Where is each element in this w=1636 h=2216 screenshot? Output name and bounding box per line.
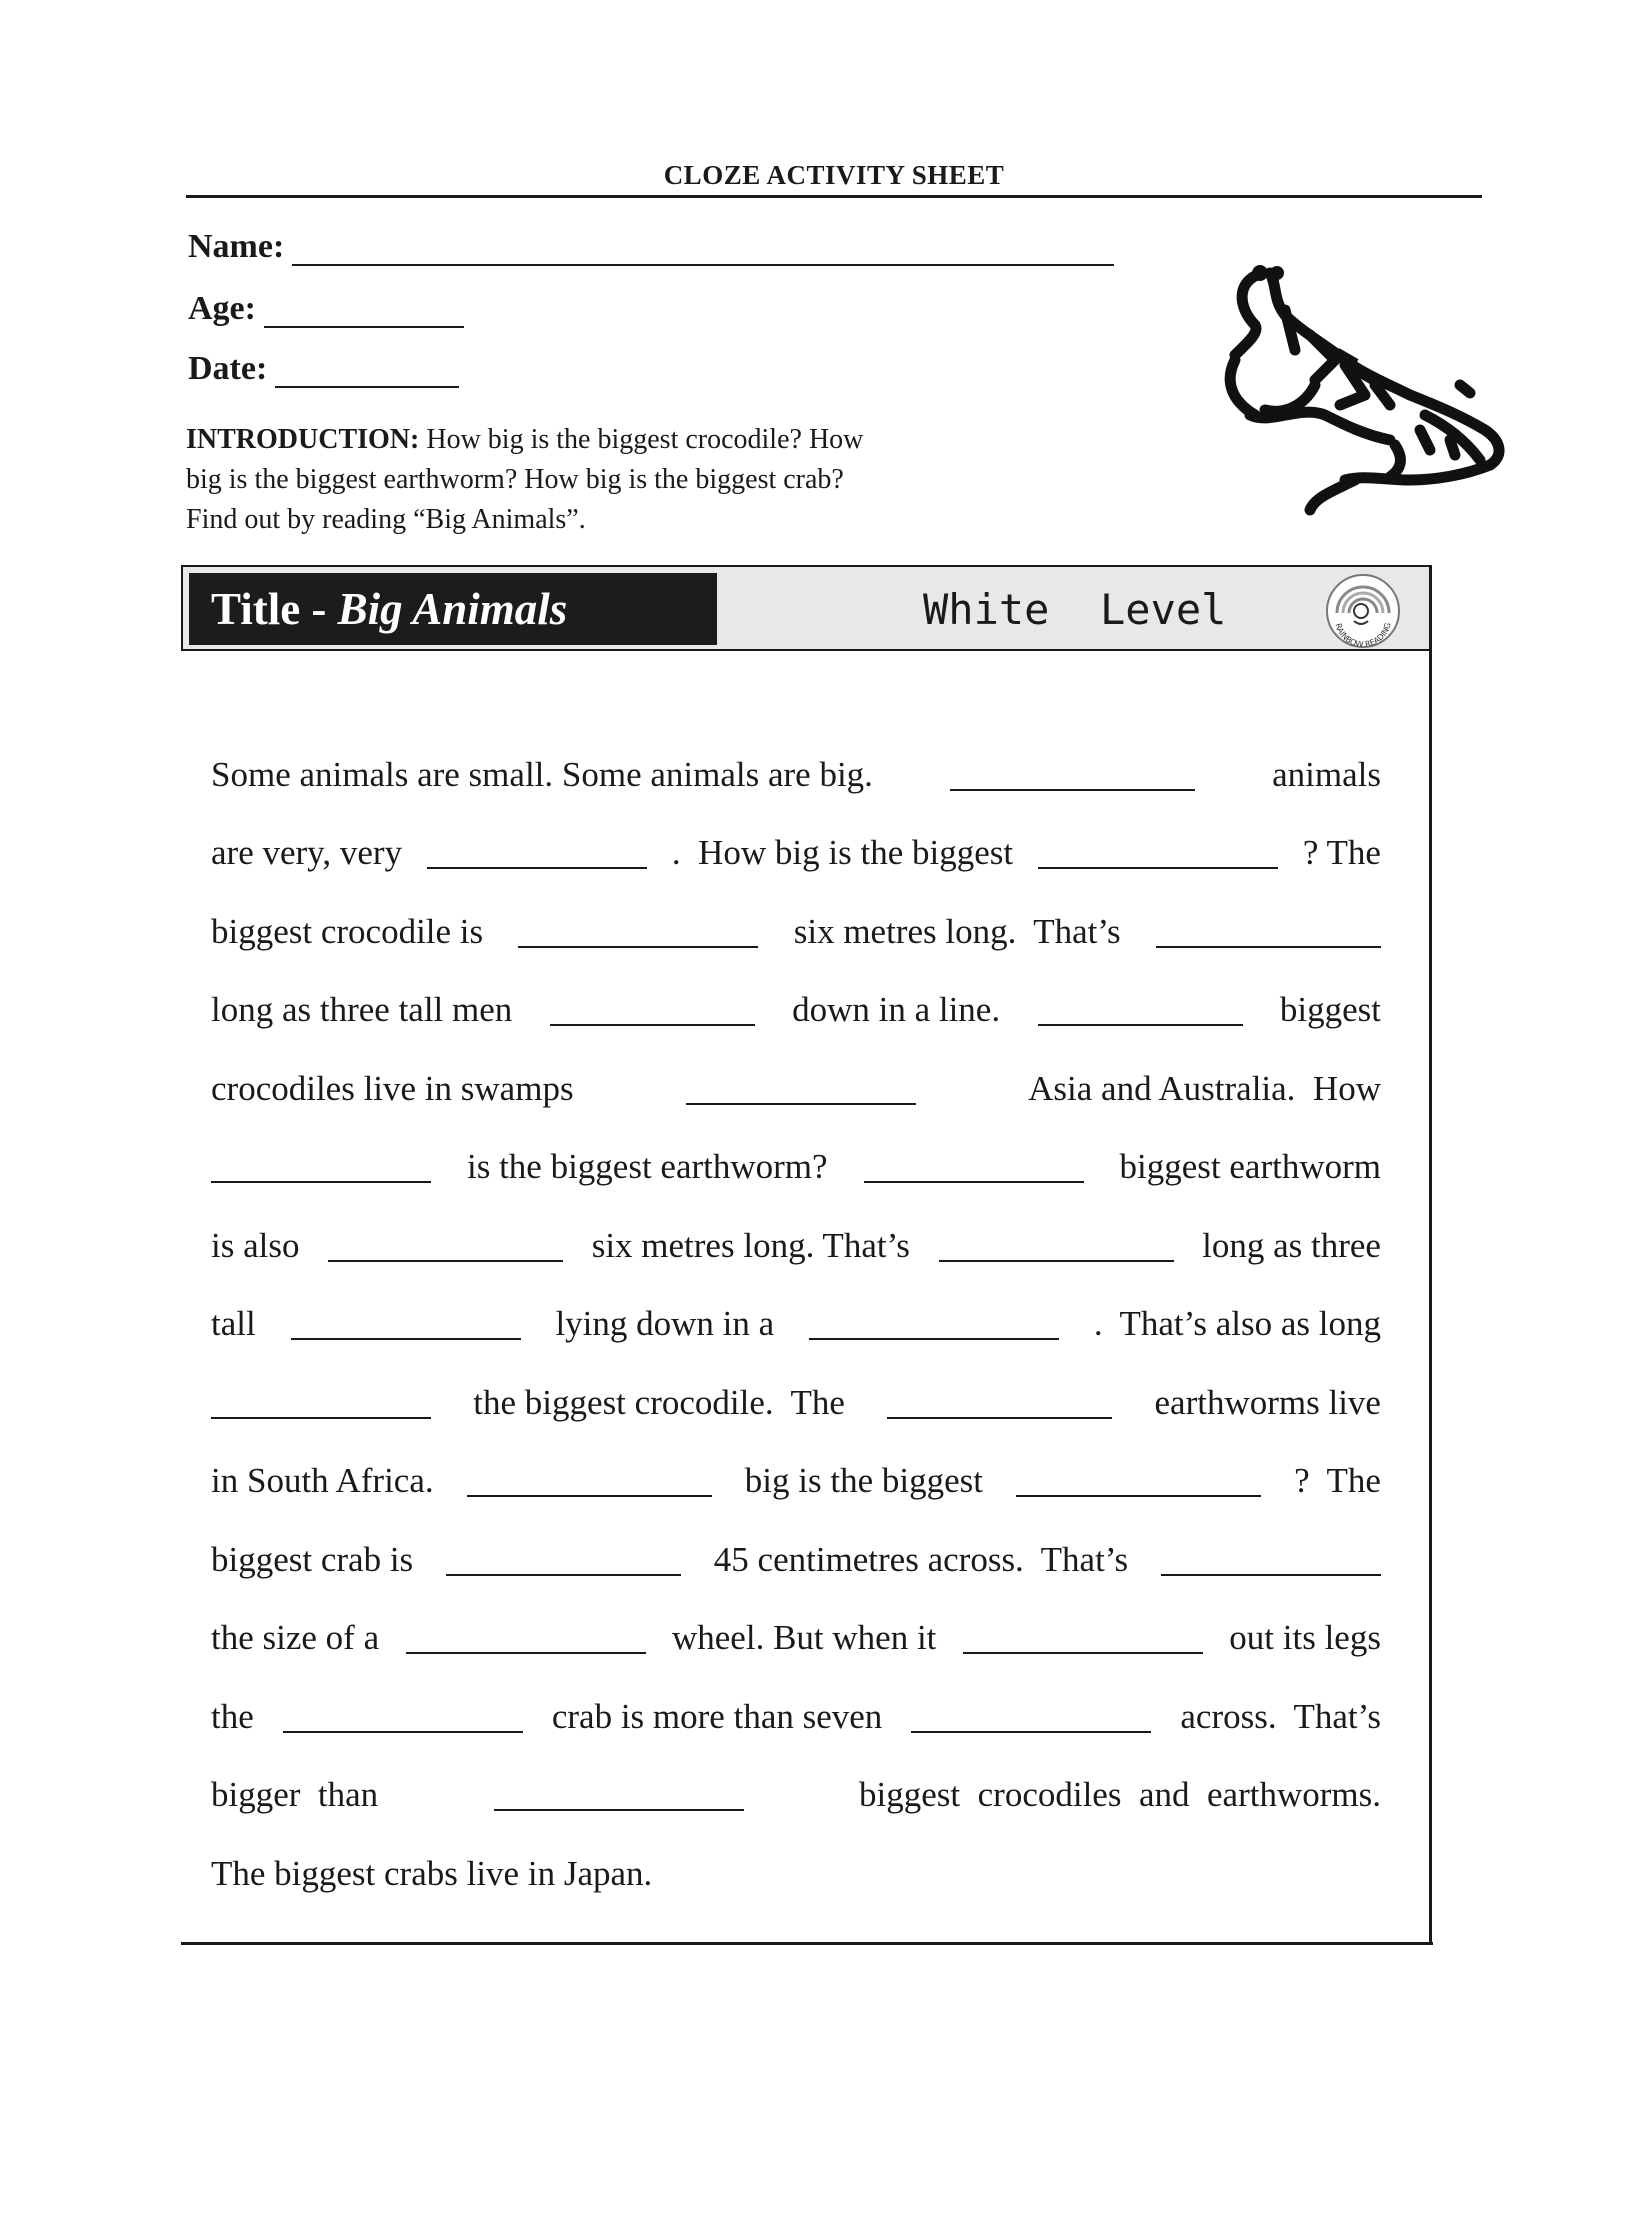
passage-text: is also [211,1225,300,1265]
passage-text: the [211,1696,254,1736]
age-line[interactable] [264,296,464,328]
age-label: Age: [188,290,256,327]
name-field [188,228,1114,266]
passage-line [211,795,1381,874]
cloze-blank[interactable] [211,1151,431,1183]
passage-text: lying down in a [555,1304,775,1343]
passage-text: . That’s also as long [1093,1304,1381,1343]
cloze-blank[interactable] [864,1151,1084,1183]
cloze-blank[interactable] [406,1622,646,1654]
passage-text: the size of a [211,1618,380,1657]
passage-text: is the biggest earthworm? [466,1147,828,1186]
cloze-blank[interactable] [1161,1544,1381,1576]
sheet-heading: CLOZE ACTIVITY SHEET [663,160,1005,190]
passage-text: down in a line. [792,990,1001,1029]
passage-line [211,873,1381,952]
cloze-blank[interactable] [887,1387,1112,1419]
rainbow-reading-logo-icon [1323,571,1403,651]
passage-text: biggest crab is [211,1539,414,1579]
passage-line [211,716,1381,795]
passage-text: ? The [1294,1461,1381,1500]
passage-text: six metres long. That’s [793,911,1121,951]
cloze-blank[interactable] [686,1073,916,1105]
cloze-blank[interactable] [550,994,755,1026]
passage-line [211,1266,1381,1345]
passage-text: six metres long. That’s [591,1225,910,1265]
passage-line [211,1501,1381,1580]
passage-text: long as three tall men [211,990,513,1029]
passage-text: out its legs [1229,1618,1381,1657]
cloze-blank[interactable] [1038,837,1278,869]
introduction [186,420,1006,540]
cloze-blank[interactable] [809,1308,1059,1340]
name-line[interactable] [292,234,1114,266]
passage-line [211,1109,1381,1188]
date-field [188,350,459,388]
cloze-blank[interactable] [446,1544,681,1576]
passage-text: the biggest crocodile. The [473,1382,845,1422]
passage-text: biggest earthworm [1119,1147,1381,1186]
passage-text: bigger than [211,1775,379,1814]
cloze-blank[interactable] [911,1701,1151,1733]
intro-line-2: big is the biggest earthworm? How big is the biggest crab? [186,464,844,495]
passage-text: big is the biggest [744,1461,983,1500]
title-bar [181,565,1431,651]
name-label: Name: [188,228,285,265]
passage-text: wheel. But when it [672,1618,937,1657]
passage-line [211,1423,1381,1502]
cloze-blank[interactable] [427,837,647,869]
age-field [188,290,464,328]
title-block [189,573,717,645]
passage-text: tall [211,1304,256,1343]
title-text: Big Animals [337,584,568,634]
cloze-blank[interactable] [518,916,758,948]
cloze-blank[interactable] [1156,916,1381,948]
passage-text: The biggest crabs live in Japan. [211,1853,653,1893]
passage-text: biggest crocodiles and earthworms. [859,1775,1381,1814]
date-label: Date: [188,350,268,387]
passage-text: crab is more than seven [551,1696,883,1736]
passage-text: animals [1272,754,1381,794]
heading-rule [186,195,1482,198]
cloze-blank[interactable] [963,1622,1203,1654]
passage-line [211,1344,1381,1423]
date-line[interactable] [275,356,459,388]
cloze-blank[interactable] [291,1308,521,1340]
cloze-blank[interactable] [939,1230,1174,1262]
passage-text: are very, very [211,833,403,872]
passage-line [211,1658,1381,1737]
passage-line [211,1580,1381,1659]
cloze-blank[interactable] [211,1387,431,1419]
passage-line [211,1030,1381,1109]
passage-line [211,1737,1381,1816]
passage-text: . How big is the biggest [671,833,1014,872]
passage-text: long as three [1202,1225,1381,1265]
passage-text: biggest [1279,990,1381,1029]
cloze-blank[interactable] [1038,994,1243,1026]
crocodile-illustration-icon [1215,265,1515,520]
passage-text: in South Africa. [211,1461,434,1500]
level-label: White Level [923,585,1227,634]
passage-text: across. That’s [1180,1696,1381,1736]
cloze-blank[interactable] [283,1701,523,1733]
passage-text: 45 centimetres across. That’s [713,1539,1129,1579]
intro-line-3: Find out by reading “Big Animals”. [186,504,586,535]
bottom-rule [181,1942,1433,1945]
title-prefix: Title - [211,584,338,634]
passage-line [211,952,1381,1031]
cloze-blank[interactable] [950,759,1195,791]
passage-text: Asia and Australia. How [1028,1068,1381,1108]
cloze-blank[interactable] [1016,1465,1261,1497]
logo-text: RAINBOW READING [1333,621,1393,650]
passage-line [211,1815,1381,1894]
passage-text: biggest crocodile is [211,911,484,951]
passage-text: ? The [1302,833,1381,872]
cloze-blank[interactable] [328,1230,563,1262]
cloze-blank[interactable] [494,1779,744,1811]
passage-text: earthworms live [1154,1382,1381,1422]
passage-line [211,1187,1381,1266]
cloze-blank[interactable] [467,1465,712,1497]
intro-line-1: How big is the biggest crocodile? How [426,424,864,455]
passage-text: crocodiles live in swamps [211,1068,574,1108]
passage-text: Some animals are small. Some animals are big. [211,754,873,794]
cloze-passage [211,716,1381,1894]
intro-label: INTRODUCTION: [186,424,420,455]
